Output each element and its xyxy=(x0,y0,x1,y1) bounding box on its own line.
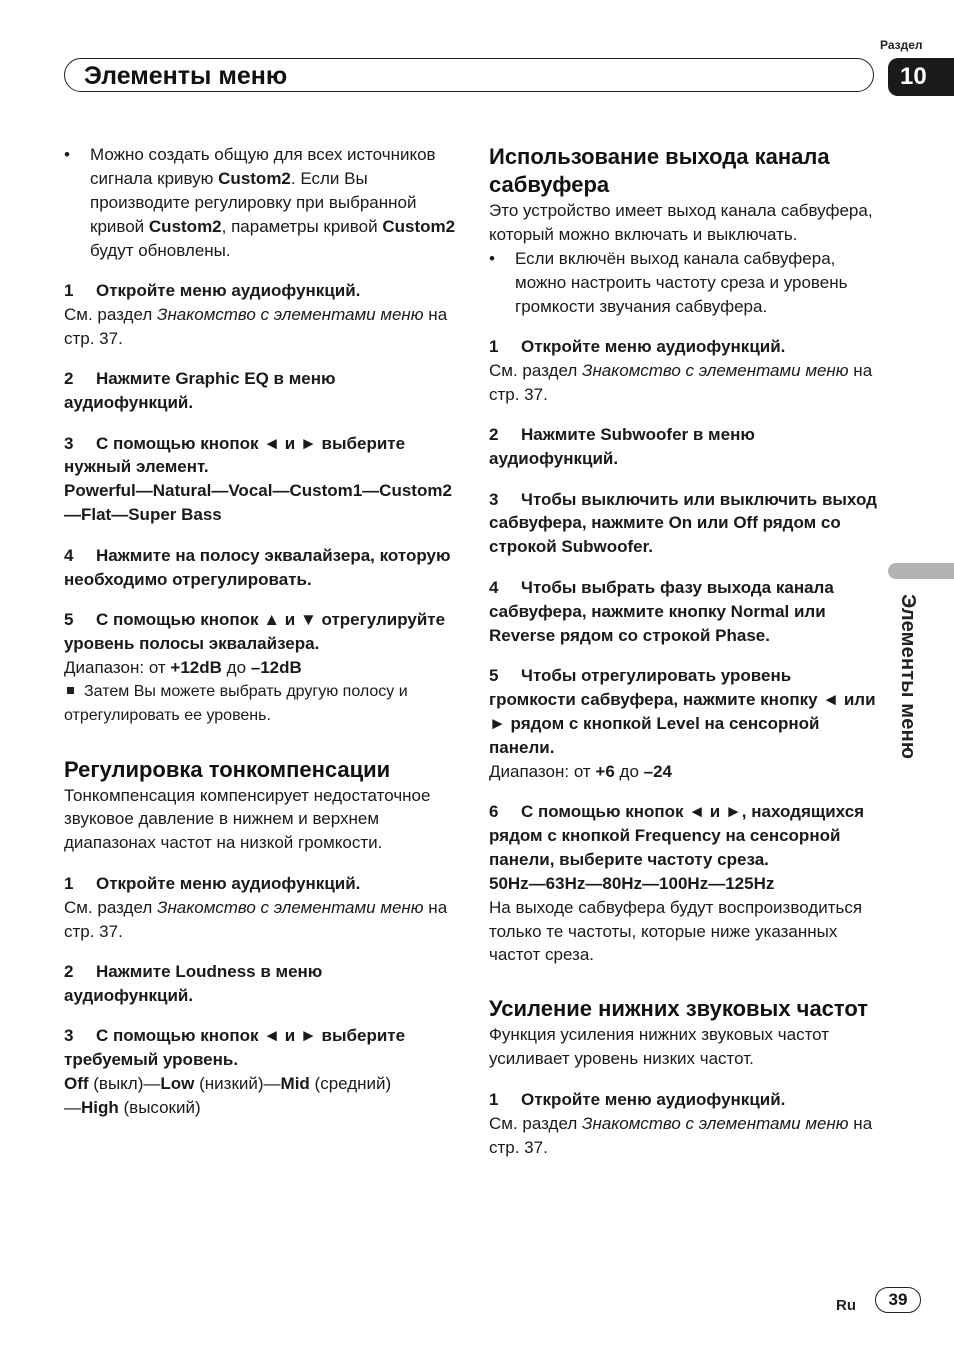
step-heading: 2 Нажмите Graphic EQ в меню аудиофункций. xyxy=(64,369,336,413)
reference-link: Знакомство с элементами меню xyxy=(582,360,849,380)
language-code: Ru xyxy=(836,1297,856,1314)
bullet-mark: • xyxy=(489,248,495,268)
section-heading-subwoofer: Использование выхода канала сабвуфера xyxy=(489,144,830,197)
step-heading: 1 Откройте меню аудиофункций. xyxy=(64,281,361,301)
step-heading: 5 Чтобы отрегулировать уровень громкости сабвуфера, нажмите кнопку ◄ или ► рядом с кнопкой Level на сенсорной панели. xyxy=(489,666,876,757)
step-heading: 1 Откройте меню аудиофункций. xyxy=(489,337,786,357)
cross-reference: См. раздел Знакомство с элементами меню на стр. 37. xyxy=(64,304,448,348)
cross-reference: См. раздел Знакомство с элементами меню на стр. 37. xyxy=(489,360,873,404)
cross-reference: См. раздел Знакомство с элементами меню на стр. 37. xyxy=(489,1113,873,1157)
left-column xyxy=(64,143,456,1120)
text: будут обновлены. xyxy=(90,240,231,260)
step-heading: 3 С помощью кнопок ◄ и ► выберите нужный элемент. xyxy=(64,433,406,477)
preset-name: Custom2 xyxy=(148,216,222,236)
bullet-mark: • xyxy=(64,145,70,164)
options-list: Powerful—Natural—Vocal—Custom1—Custom2—Flat—Super Bass xyxy=(64,481,452,525)
text: , параметры кривой xyxy=(221,216,383,236)
section-intro: Функция усиления нижних звуковых частот усиливает уровень низких частот. xyxy=(489,1025,830,1069)
loudness-levels: Off (выкл)—Low (низкий)—Mid (средний) —High (высокий) xyxy=(64,1074,392,1117)
text: . Если Вы производите регулировку при выбранной кривой xyxy=(90,168,417,236)
subwoofer-bullet: • Если включён выход канала сабвуфера, можно настроить частоту среза и уровень громкости звучания сабвуфера. xyxy=(489,248,848,316)
step-heading: 4 Нажмите на полосу эквалайзера, которую необходимо отрегулировать. xyxy=(64,545,451,589)
text: Можно создать общую для всех источников сигнала кривую xyxy=(90,145,436,188)
cross-reference: См. раздел Знакомство с элементами меню на стр. 37. xyxy=(64,897,448,941)
step-heading: 2 Нажмите Subwoofer в меню аудиофункций. xyxy=(489,425,755,469)
preset-name: Custom2 xyxy=(382,216,456,236)
intro-bullet xyxy=(64,143,456,263)
side-section-label: Элементы меню xyxy=(897,594,919,760)
side-tab-marker xyxy=(888,563,954,579)
page-title: Элементы меню xyxy=(84,62,288,90)
range-text: Диапазон: от +12dB до –12dB xyxy=(64,657,302,677)
section-heading-bass-boost: Усиление нижних звуковых частот xyxy=(489,996,869,1022)
note: Затем Вы можете выбрать другую полосу и отрегулировать ее уровень. xyxy=(64,682,408,724)
note-square-icon xyxy=(67,687,74,694)
reference-link: Знакомство с элементами меню xyxy=(157,897,424,917)
step-heading: 6 С помощью кнопок ◄ и ►, находящихся рядом с кнопкой Frequency на сенсорной панели, выберите частоту среза. xyxy=(489,802,865,869)
step-heading: 1 Откройте меню аудиофункций. xyxy=(64,873,361,893)
right-column xyxy=(489,143,881,1159)
reference-link: Знакомство с элементами меню xyxy=(582,1113,849,1133)
range-text: Диапазон: от +6 до –24 xyxy=(489,761,673,781)
step-heading: 1 Откройте меню аудиофункций. xyxy=(489,1089,786,1109)
step-heading: 4 Чтобы выбрать фазу выхода канала сабвуфера, нажмите кнопку Normal или Reverse рядом со строкой Phase. xyxy=(489,577,834,645)
step-heading: 2 Нажмите Loudness в меню аудиофункций. xyxy=(64,961,323,1005)
section-heading-loudness: Регулировка тонкомпенсации xyxy=(64,756,391,782)
page-number: 39 xyxy=(875,1287,921,1313)
step-explanation: На выходе сабвуфера будут воспроизводиться только те частоты, которые ниже указанных частот среза. xyxy=(489,897,863,965)
section-intro: Тонкомпенсация компенсирует недостаточное звуковое давление в нижнем и верхнем диапазонах частот на низкой громкости. xyxy=(64,785,431,853)
step-heading: 3 Чтобы выключить или выключить выход сабвуфера, нажмите On или Off рядом со строкой Subwoofer. xyxy=(489,489,877,557)
section-label: Раздел xyxy=(880,38,923,52)
preset-name: Custom2 xyxy=(218,168,291,188)
options-list: 50Hz—63Hz—80Hz—100Hz—125Hz xyxy=(489,873,775,893)
chapter-number-badge: 10 xyxy=(888,58,954,96)
section-intro: Это устройство имеет выход канала сабвуфера, который можно включать и выключать. xyxy=(489,201,873,244)
step-heading: 5 С помощью кнопок ▲ и ▼ отрегулируйте уровень полосы эквалайзера. xyxy=(64,610,446,653)
reference-link: Знакомство с элементами меню xyxy=(157,304,424,324)
step-heading: 3 С помощью кнопок ◄ и ► выберите требуемый уровень. xyxy=(64,1026,406,1070)
